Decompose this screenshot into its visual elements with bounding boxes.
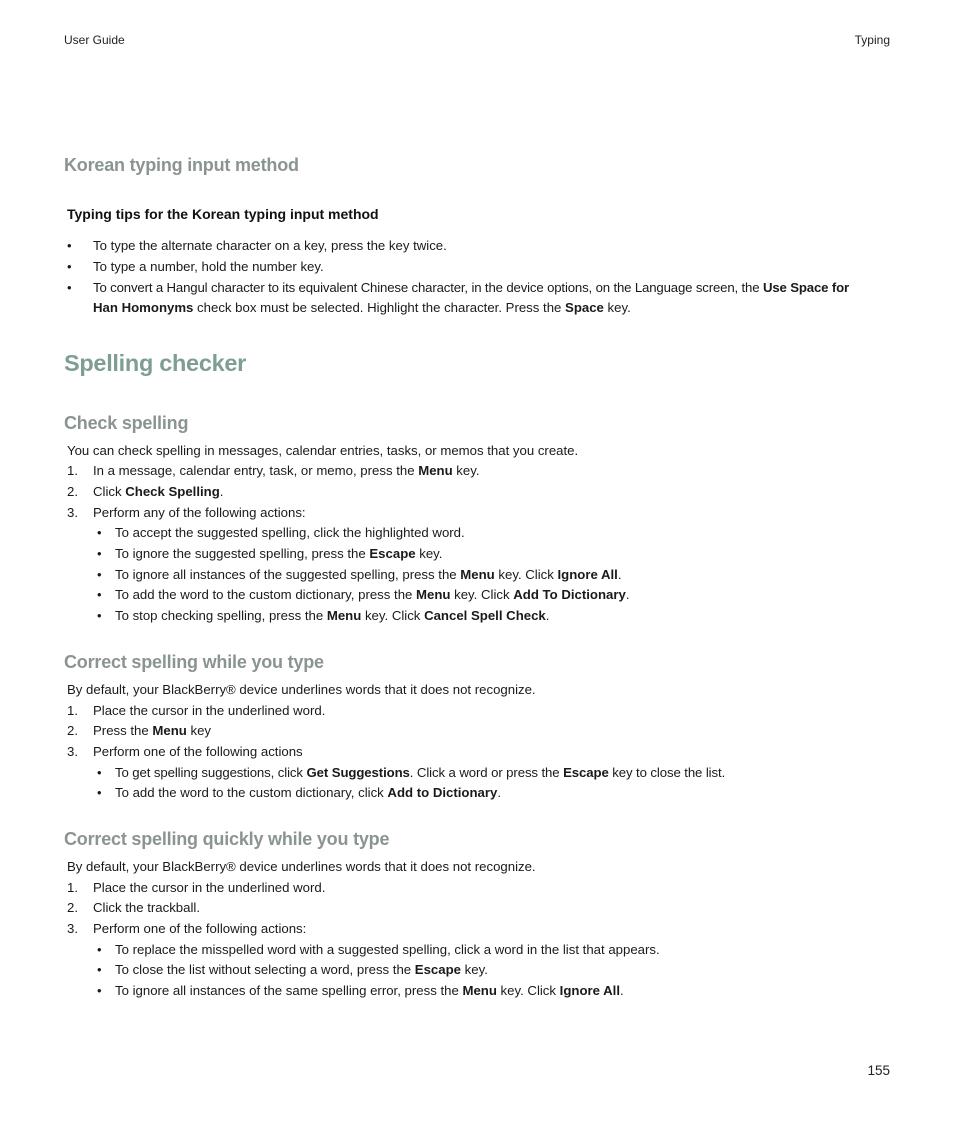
korean-tip-1: To type the alternate character on a key, press the key twice. [93, 238, 447, 253]
correct-step-1: Place the cursor in the underlined word. [93, 703, 326, 718]
step-number: 2. [67, 900, 78, 915]
step-number: 3. [67, 505, 78, 520]
check-action-1: To accept the suggested spelling, click the highlighted word. [115, 525, 465, 540]
check-action-5: To stop checking spelling, press the Menu key. Click Cancel Spell Check. [115, 608, 550, 623]
correct-step-3: Perform one of the following actions [93, 744, 303, 759]
quick-step-2: Click the trackball. [93, 900, 201, 915]
check-step-2: Click Check Spelling. [93, 484, 224, 499]
bullet-glyph: • [67, 259, 72, 274]
bullet-glyph: • [97, 765, 102, 780]
quick-action-1: To replace the misspelled word with a suggested spelling, click a word in the list that appears. [115, 942, 660, 957]
bullet-glyph: • [97, 525, 102, 540]
step-number: 2. [67, 723, 78, 738]
korean-tip-2: To type a number, hold the number key. [93, 259, 324, 274]
step-number: 3. [67, 921, 78, 936]
correct-action-1: To get spelling suggestions, click Get Suggestions. Click a word or press the Escape key to close the list. [115, 765, 726, 780]
check-action-3: To ignore all instances of the suggested spelling, press the Menu key. Click Ignore All. [115, 567, 622, 582]
correct-step-2: Press the Menu key [93, 723, 211, 738]
subheading-korean-tips: Typing tips for the Korean typing input method [67, 206, 379, 222]
section-heading-check-spelling: Check spelling [64, 413, 189, 433]
quick-spelling-intro: By default, your BlackBerry® device underlines words that it does not recognize. [67, 859, 536, 874]
quick-step-3: Perform one of the following actions: [93, 921, 307, 936]
bullet-glyph: • [67, 238, 72, 253]
check-action-4: To add the word to the custom dictionary, press the Menu key. Click Add To Dictionary. [115, 587, 630, 602]
page-number: 155 [867, 1063, 890, 1078]
section-heading-correct-spelling-quickly: Correct spelling quickly while you type [64, 829, 390, 849]
bullet-glyph: • [97, 567, 102, 582]
step-number: 1. [67, 703, 78, 718]
bullet-glyph: • [97, 587, 102, 602]
check-step-3: Perform any of the following actions: [93, 505, 306, 520]
quick-action-2: To close the list without selecting a word, press the Escape key. [115, 962, 488, 977]
check-action-2: To ignore the suggested spelling, press the Escape key. [115, 546, 443, 561]
correct-spelling-intro: By default, your BlackBerry® device underlines words that it does not recognize. [67, 682, 536, 697]
step-number: 3. [67, 744, 78, 759]
chapter-title-spelling-checker: Spelling checker [64, 350, 246, 376]
korean-tip-3-line-1: To convert a Hangul character to its equivalent Chinese character, in the device options, on the Language screen, the Use Space for [93, 280, 849, 295]
running-header-left: User Guide [64, 33, 125, 47]
bullet-glyph: • [97, 608, 102, 623]
bullet-glyph: • [97, 942, 102, 957]
section-heading-korean: Korean typing input method [64, 155, 299, 175]
check-spelling-intro: You can check spelling in messages, calendar entries, tasks, or memos that you create. [67, 443, 579, 458]
bullet-glyph: • [97, 983, 102, 998]
correct-action-2: To add the word to the custom dictionary, click Add to Dictionary. [115, 785, 501, 800]
check-step-1: In a message, calendar entry, task, or memo, press the Menu key. [93, 463, 480, 478]
bullet-glyph: • [97, 962, 102, 977]
running-header-right: Typing [854, 33, 890, 47]
bullet-glyph: • [97, 785, 102, 800]
step-number: 2. [67, 484, 78, 499]
step-number: 1. [67, 463, 78, 478]
step-number: 1. [67, 880, 78, 895]
korean-tip-3-line-2: Han Homonyms check box must be selected. Highlight the character. Press the Space key. [93, 300, 631, 315]
bullet-glyph: • [97, 546, 102, 561]
bullet-glyph: • [67, 280, 72, 295]
quick-action-3: To ignore all instances of the same spelling error, press the Menu key. Click Ignore All. [115, 983, 624, 998]
quick-step-1: Place the cursor in the underlined word. [93, 880, 326, 895]
section-heading-correct-spelling: Correct spelling while you type [64, 652, 324, 672]
